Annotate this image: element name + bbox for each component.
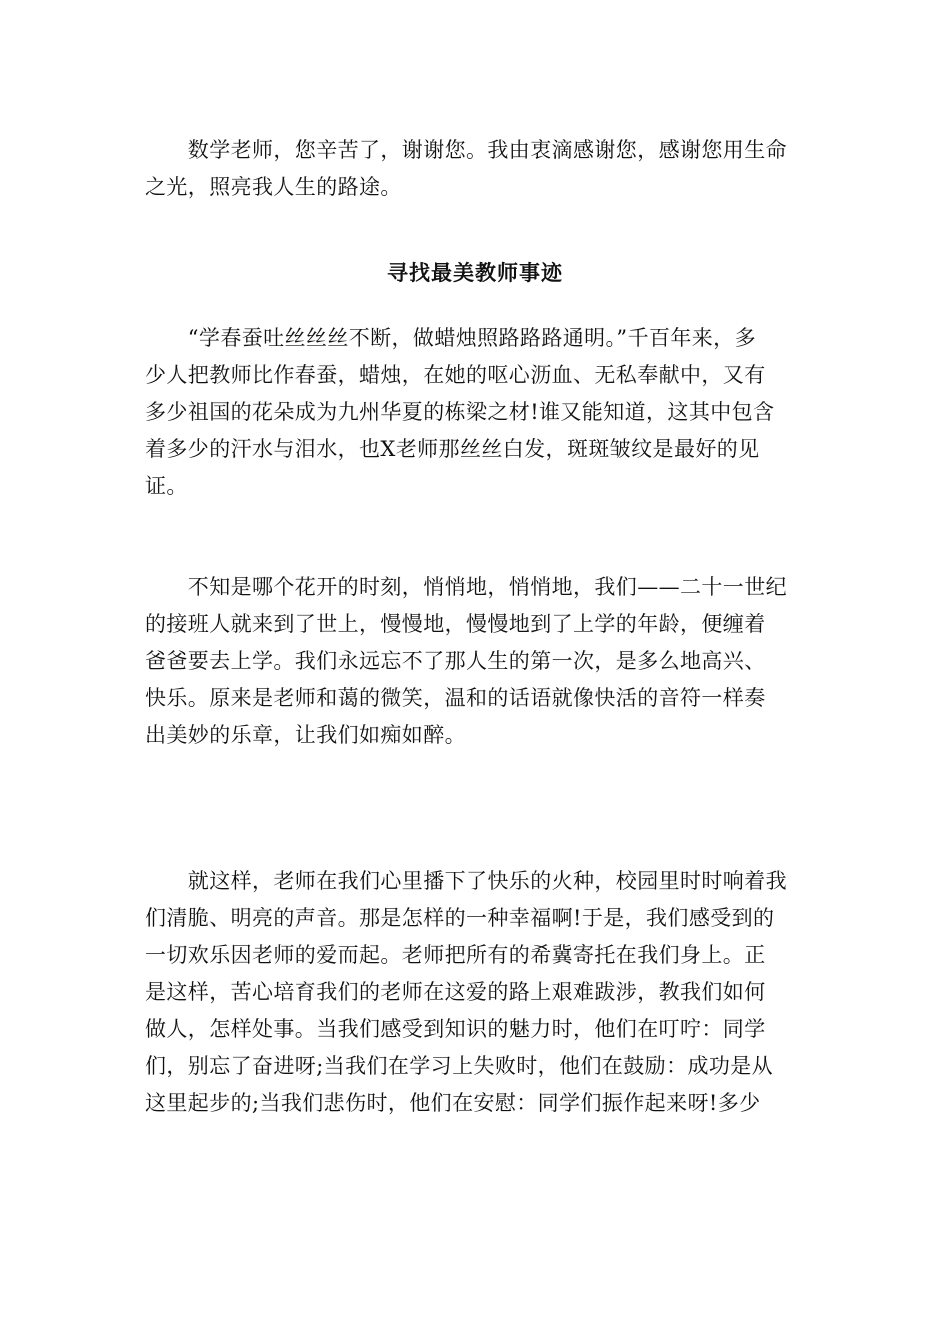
intro-paragraph: 数学老师，您辛苦了，谢谢您。我由衷滴感谢您，感谢您用生命 之光，照亮我人生的路途。 [145, 138, 787, 199]
paragraph-1: “学春蚕吐丝丝丝不断，做蜡烛照路路路通明。”千百年来，多 少人把教师比作春蚕，蜡烛，在她的呕心沥血、无私奉献中，又有 多少祖国的花朵成为九州华夏的栋梁之材!谁又能知道，这其中包含 着多少的汗水与泪水，也X老师那丝丝白发，斑斑皱纹是最好的见 证。 [145, 326, 775, 498]
article-title: 寻找最美教师事迹 [387, 261, 563, 285]
paragraph-3: 就这样，老师在我们心里播下了快乐的火种，校园里时时响着我 们清脆、明亮的声音。那是怎样的一种幸福啊!于是，我们感受到的 一切欢乐因老师的爱而起。老师把所有的希冀寄托在我们身上。正 是这样，苦心培育我们的老师在这爱的路上艰难跋涉，教我们如何 做人，怎样处事。当我们感受到知识的魅力时，他们在叮咛：同学 们，别忘了奋进呀;当我们在学习上失败时，他们在鼓励：成功是从 这里起步的;当我们悲伤时，他们在安慰：同学们振作起来呀!多少 [145, 869, 787, 1115]
paragraph-2: 不知是哪个花开的时刻，悄悄地，悄悄地，我们——二十一世纪 的接班人就来到了世上，慢慢地，慢慢地到了上学的年龄，便缠着 爸爸要去上学。我们永远忘不了那人生的第一次，是多么地高兴、 快乐。原来是老师和蔼的微笑，温和的话语就像快活的音符一样奏 出美妙的乐章，让我们如痴如醉。 [145, 575, 787, 747]
